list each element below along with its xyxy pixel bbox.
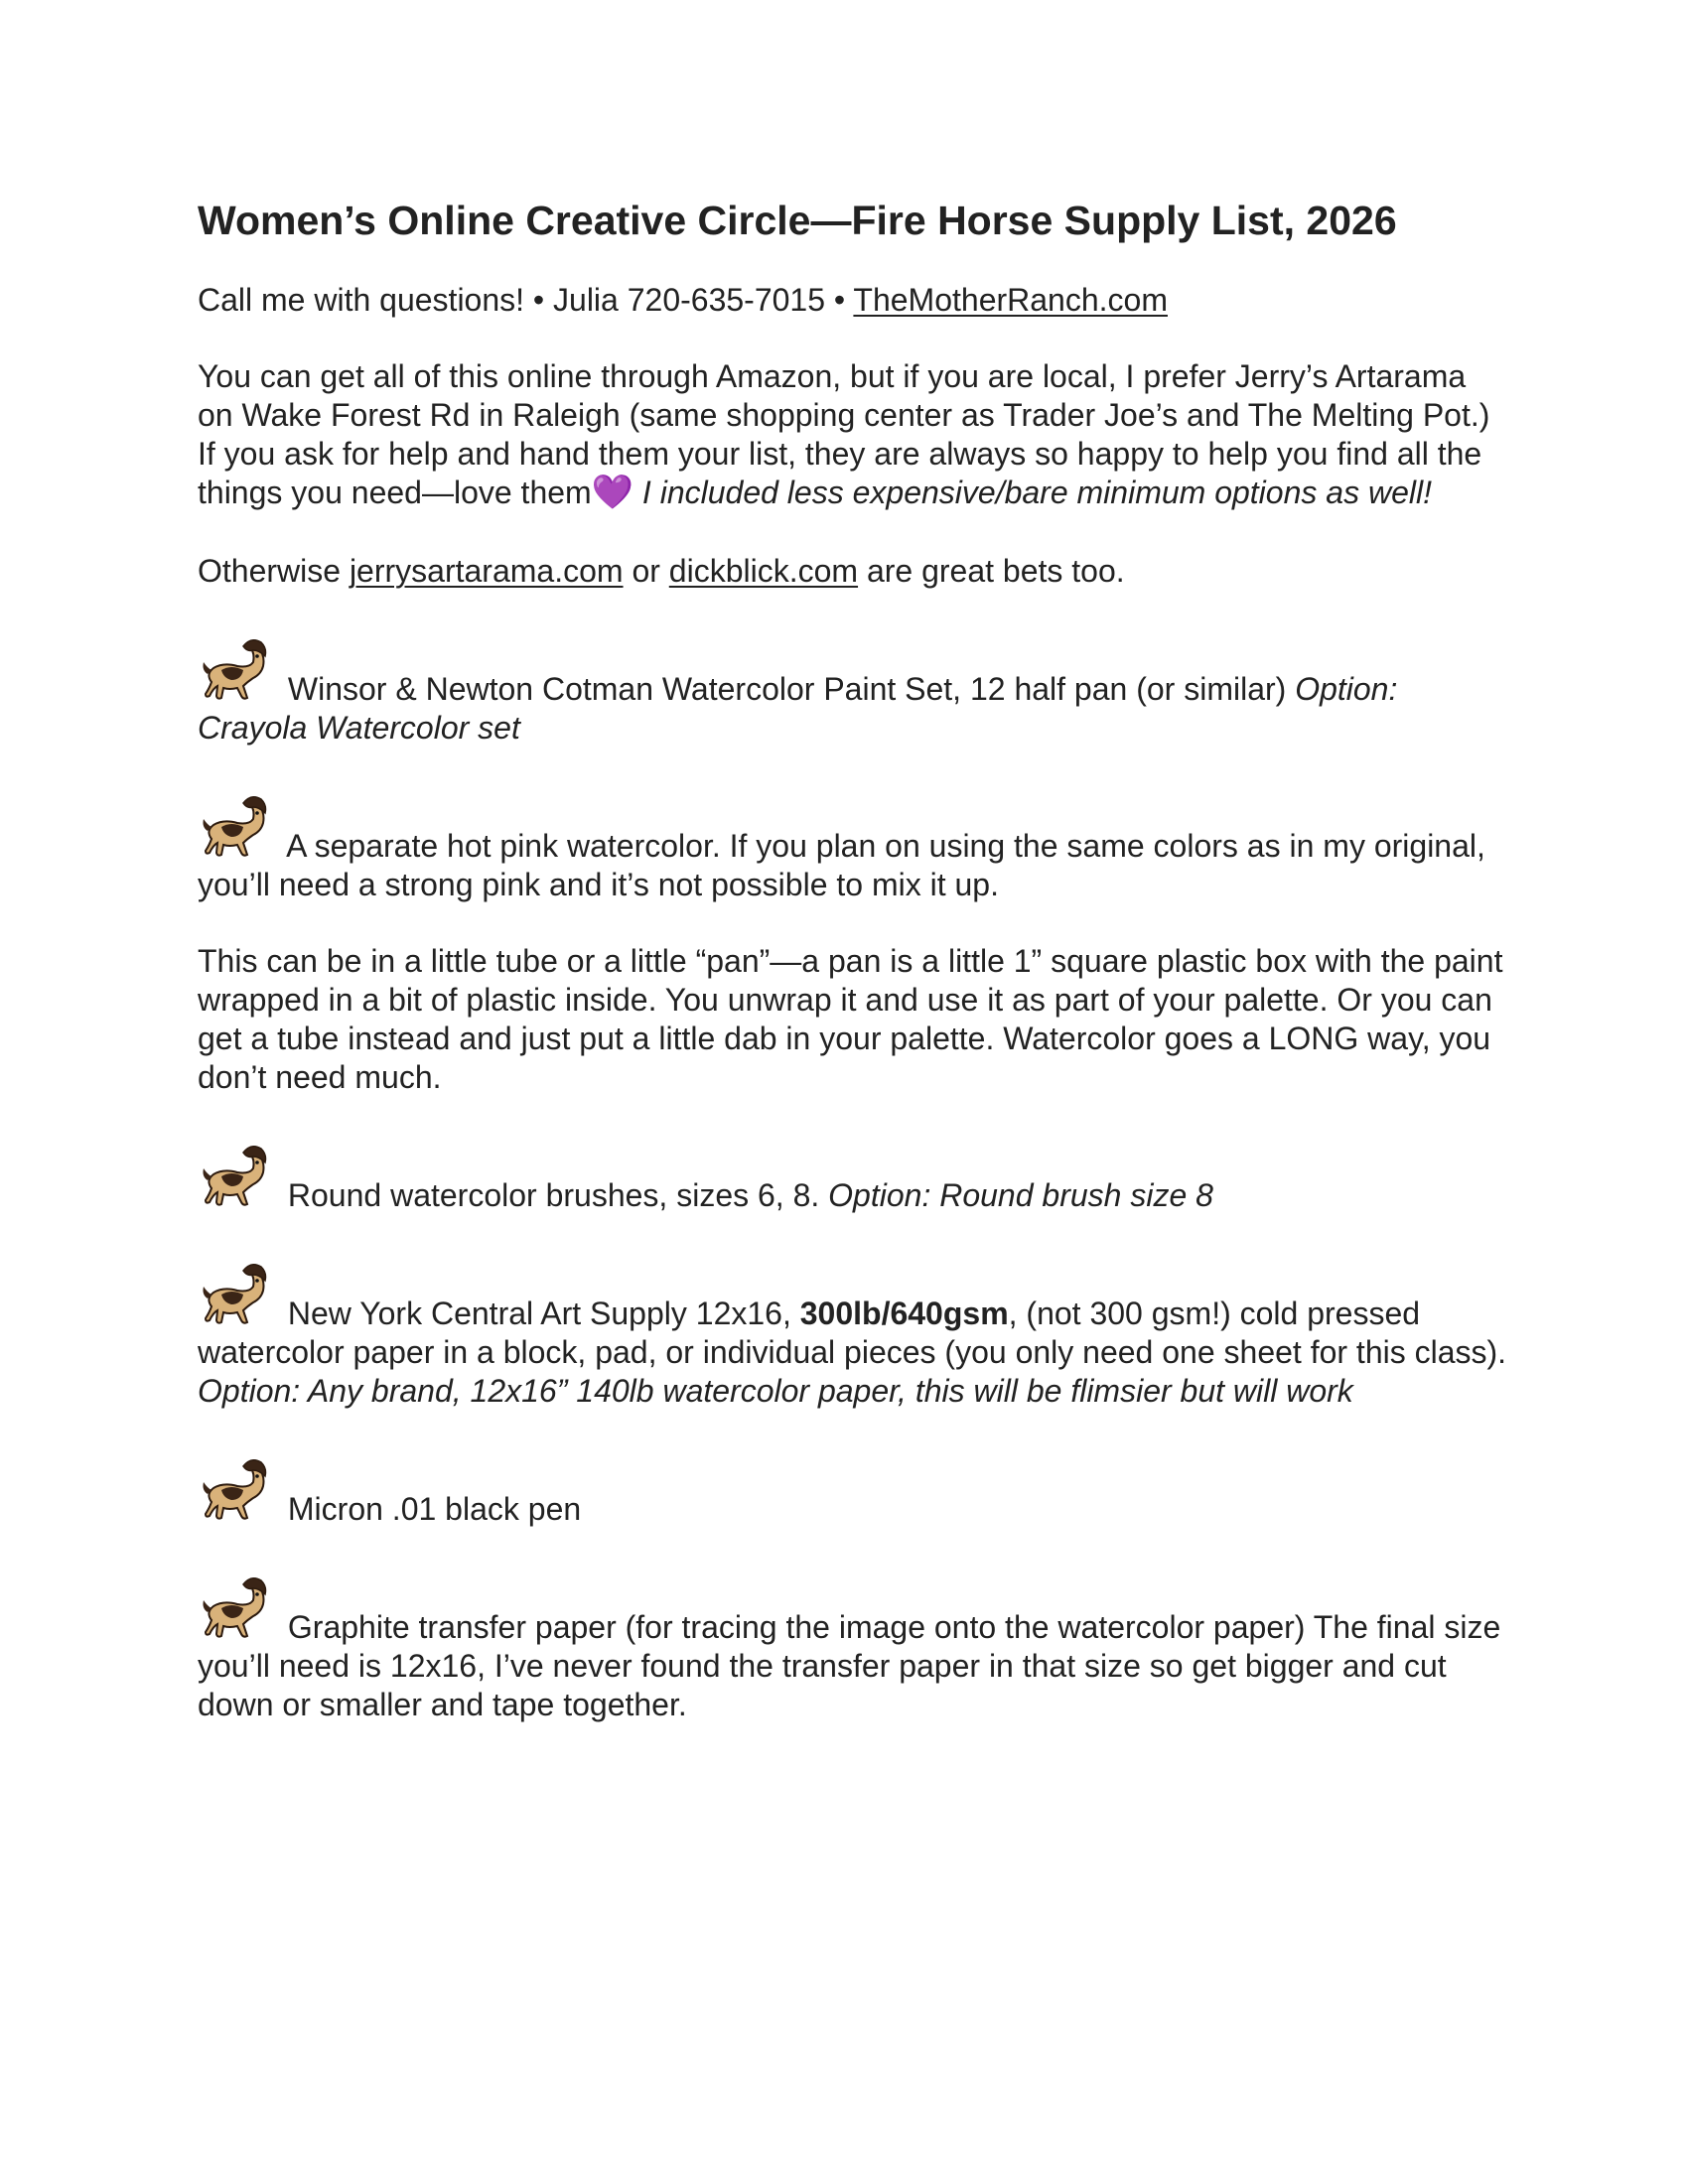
item-text: Round watercolor brushes, sizes 6, 8. [279,1177,829,1213]
otherwise-prefix: Otherwise [198,553,350,589]
horse-icon [198,1572,271,1644]
horse-icon [198,791,271,863]
item-bold-spec: 300lb/640gsm [799,1296,1009,1331]
supply-item [198,1259,1508,1411]
supply-item [198,1572,1508,1724]
item-text: Winsor & Newton Cotman Watercolor Paint Set, 12 half pan (or similar) [279,671,1296,707]
contact-text: Call me with questions! • Julia 720-635-7015 • [198,282,854,318]
intro-paragraph [198,357,1508,512]
item-option: Option: Crayola Watercolor set [198,671,1398,746]
document-content [198,195,1508,1724]
otherwise-suffix: are great bets too. [858,553,1125,589]
otherwise-middle: or [623,553,669,589]
item-text: New York Central Art Supply 12x16, [279,1296,800,1331]
page-title: Women’s Online Creative Circle—Fire Horse Supply List, 2026 [198,198,1397,243]
item-text: Graphite transfer paper (for tracing the image onto the watercolor paper) The final size you’ll need is 12x16, I’ve never found the transfer paper in that size so get bigger and cut down or smaller and tape together. [198,1609,1501,1722]
intro-italic-note: I included less expensive/bare minimum options as well! [633,475,1432,510]
item-text: Micron .01 black pen [279,1491,582,1527]
purple-heart-icon: 💜 [591,474,634,511]
intro-text: You can get all of this online through Amazon, but if you are local, I prefer Jerry’s Artarama on Wake Forest Rd in Raleigh (same shopping center as Trader Joe’s and The Melting Pot.) If you ask for help and hand them your list, they are always so happy to help you find all the things you need—love them [198,358,1490,510]
item-text: A separate hot pink watercolor. If you plan on using the same colors as in my original, you’ll need a strong pink and it’s not possible to mix it up. [198,828,1485,902]
horse-icon [198,634,271,706]
contact-line [198,281,1508,320]
horse-icon [198,1454,271,1526]
supply-item [198,791,1508,904]
item-option: Option: Round brush size 8 [828,1177,1213,1213]
horse-icon [198,1141,271,1212]
horse-icon [198,1259,271,1330]
website-link[interactable]: TheMotherRanch.com [853,282,1168,318]
jerrysartarama-link[interactable]: jerrysartarama.com [349,553,624,589]
item-option: Option: Any brand, 12x16” 140lb watercolor paper, this will be flimsier but will work [198,1373,1353,1409]
dickblick-link[interactable]: dickblick.com [668,553,859,589]
otherwise-paragraph [198,552,1508,591]
pan-note-paragraph: This can be in a little tube or a little “pan”—a pan is a little 1” square plastic box with the paint wrapped in a bit of plastic inside. You unwrap it and use it as part of your palette. Or you can get a tube instead and just put a little dab in your palette. Watercolor goes a LONG way, you don’t need much. [198,943,1503,1095]
supply-item [198,634,1508,748]
supply-item [198,1141,1508,1215]
item-text-after: , (not 300 gsm!) cold pressed watercolor paper in a block, pad, or individual pieces (you only need one sheet for this class). [198,1296,1507,1370]
supply-item [198,1454,1508,1529]
